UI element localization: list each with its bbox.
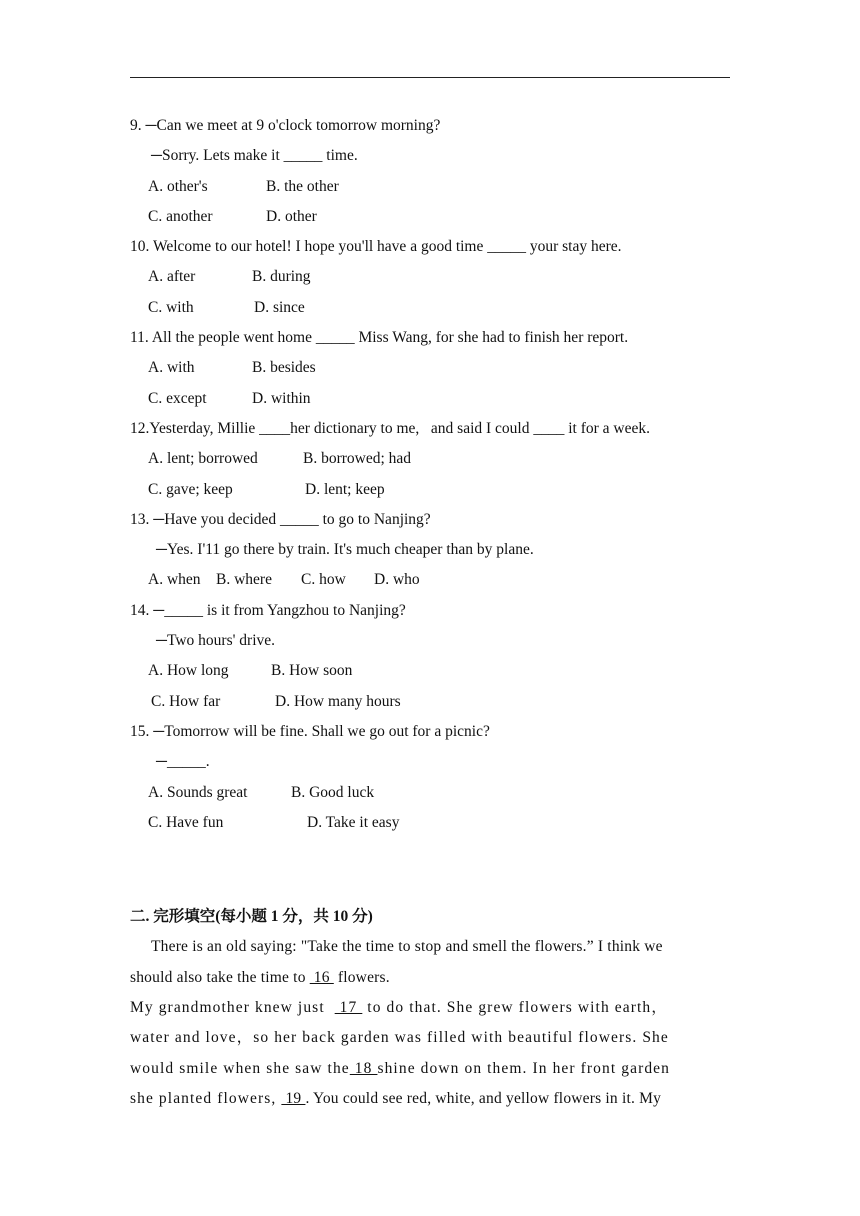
option-a: A. lent; borrowed [148, 450, 258, 468]
passage-line-5 [130, 1056, 730, 1086]
passage-text: flowers. [333, 968, 390, 986]
passage-line-2 [130, 965, 730, 995]
option-d: D. within [252, 389, 311, 407]
option-b: B. besides [252, 359, 316, 377]
question-15-reply: ─_____. [156, 753, 210, 771]
blank-18: 18 [349, 1059, 378, 1077]
option-b: B. How soon [271, 662, 353, 680]
option-c: C. How far [151, 692, 221, 710]
blank-19: 19 [281, 1089, 306, 1107]
question-14-reply: ─Two hours' drive. [156, 632, 276, 650]
section-spacer [130, 840, 730, 904]
question-11-stem: 11. All the people went home _____ Miss Wang, for she had to finish her report. [130, 329, 629, 347]
question-13-stem: 13. ─Have you decided _____ to go to Nanjing? [130, 510, 431, 528]
passage-text: would smile when she saw the [130, 1059, 350, 1077]
passage-text: shine down on them. In her front garden [377, 1059, 671, 1077]
question-14-options-ab [130, 658, 730, 688]
option-a: A. with [148, 359, 195, 377]
option-d: D. other [266, 207, 317, 225]
exam-content [130, 113, 730, 1116]
question-11-options-cd [130, 386, 730, 416]
option-a: A. after [148, 268, 196, 286]
option-c: C. gave; keep [148, 480, 233, 498]
passage-text: she planted flowers, [130, 1089, 282, 1107]
passage-text: should also take the time to [130, 968, 310, 986]
option-d: D. lent; keep [305, 480, 385, 498]
option-a: A. when [148, 571, 201, 589]
question-15-stem: 15. ─Tomorrow will be fine. Shall we go out for a picnic? [130, 722, 490, 740]
option-d: D. who [374, 571, 420, 589]
option-b: B. where [216, 571, 272, 589]
option-c: C. another [148, 207, 213, 225]
question-12-options-cd [130, 477, 730, 507]
blank-16: 16 [309, 968, 334, 986]
question-15-options-cd [130, 810, 730, 840]
question-12-options-ab [130, 446, 730, 476]
option-c: C. Have fun [148, 813, 224, 831]
passage-text: My grandmother knew just [130, 999, 335, 1017]
option-c: C. how [301, 571, 346, 589]
option-b: B. Good luck [291, 783, 375, 801]
option-b: B. during [252, 268, 311, 286]
question-9-options-ab [130, 174, 730, 204]
question-10-options-cd [130, 295, 730, 325]
option-a: A. other's [148, 177, 208, 195]
option-d: D. Take it easy [307, 813, 400, 831]
question-11-options-ab [130, 355, 730, 385]
option-c: C. with [148, 298, 194, 316]
option-d: D. since [254, 298, 305, 316]
question-13-options [130, 567, 730, 597]
question-14-options-cd [130, 689, 730, 719]
blank-17: 17 [334, 999, 363, 1017]
option-c: C. except [148, 389, 207, 407]
passage-text: to do that. She grew flowers with earth， [362, 999, 668, 1017]
cloze-passage [130, 934, 730, 1116]
option-b: B. the other [266, 177, 339, 195]
passage-text: . You could see red, white, and yellow flowers in it. My [305, 1089, 662, 1107]
option-a: A. How long [148, 662, 229, 680]
passage-line-6 [130, 1086, 730, 1116]
question-9-options-cd [130, 204, 730, 234]
passage-line-1: There is an old saying: "Take the time to stop and smell the flowers.” I think we [151, 938, 663, 956]
question-12-stem: 12.Yesterday, Millie ____her dictionary to me, and said I could ____ it for a week. [130, 419, 650, 437]
header-rule [130, 77, 730, 78]
question-10-options-ab [130, 264, 730, 294]
passage-line-4: water and love，so her back garden was filled with beautiful flowers. She [130, 1029, 669, 1047]
option-b: B. borrowed; had [303, 450, 412, 468]
question-10-stem: 10. Welcome to our hotel! I hope you'll have a good time _____ your stay here. [130, 238, 622, 256]
question-13-reply: ─Yes. I'11 go there by train. It's much cheaper than by plane. [156, 541, 534, 559]
question-9-reply: ─Sorry. Lets make it _____ time. [151, 147, 358, 165]
question-15-options-ab [130, 780, 730, 810]
option-d: D. How many hours [275, 692, 401, 710]
passage-line-3 [130, 995, 730, 1025]
question-14-stem: 14. ─_____ is it from Yangzhou to Nanjing? [130, 601, 406, 619]
question-9-stem: 9. ─Can we meet at 9 o'clock tomorrow morning? [130, 117, 441, 134]
section-2-title: 二. 完形填空(每小题 1 分，共 10 分) [130, 908, 373, 926]
option-a: A. Sounds great [148, 783, 248, 801]
